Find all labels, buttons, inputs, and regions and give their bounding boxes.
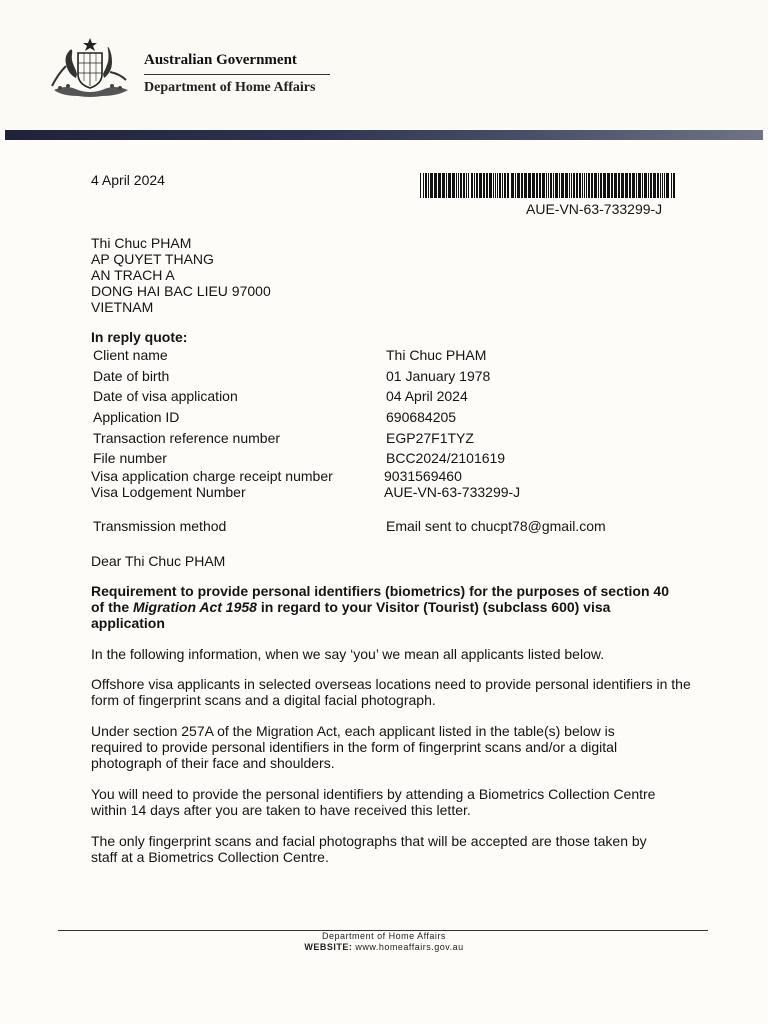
reply-quote-heading: In reply quote: — [91, 329, 188, 345]
footer-website — [0, 942, 768, 952]
paragraph: Offshore visa applicants in selected overseas locations need to provide personal identifiers in the form of fingerprint scans and a digital facial photograph. — [91, 676, 691, 708]
barcode-stripe — [582, 173, 583, 198]
barcode-stripe — [644, 173, 647, 198]
barcode-stripe — [466, 173, 467, 198]
barcode-stripe — [598, 173, 599, 198]
barcode-stripe — [588, 173, 590, 198]
act-name: Migration Act 1958 — [133, 599, 257, 615]
barcode-stripe — [664, 173, 665, 198]
address-country: VIETNAM — [91, 299, 154, 315]
letterhead — [0, 0, 768, 130]
paragraph: The only fingerprint scans and facial photographs that will be accepted are those taken by staff at a Biometrics Collection Centre. — [91, 833, 647, 865]
barcode-stripe — [460, 173, 462, 198]
barcode-stripe — [528, 173, 531, 198]
barcode-stripe — [660, 173, 661, 198]
recipient-address — [91, 235, 271, 315]
barcode-stripe — [550, 173, 552, 198]
barcode-stripe — [607, 173, 610, 198]
reference-number: AUE-VN-63-733299-J — [526, 201, 663, 217]
barcode-stripe — [671, 173, 672, 198]
barcode-stripe — [594, 173, 597, 198]
barcode-stripe — [502, 173, 503, 198]
subject-text: Requirement to provide personal identifiers (biometrics) for the purposes of section 40 of the — [91, 583, 669, 615]
barcode-stripe — [542, 173, 545, 198]
barcode-stripe — [559, 173, 560, 198]
barcode-stripe — [463, 173, 465, 198]
barcode-stripe — [571, 173, 572, 198]
address-line-1: AP QUYET THANG — [91, 251, 214, 267]
barcode-stripe — [584, 173, 585, 198]
barcode-stripe — [586, 173, 587, 198]
barcode-stripe — [625, 173, 628, 198]
barcode-stripe — [673, 173, 675, 198]
barcode-stripe — [614, 173, 617, 198]
australian-coat-of-arms-icon — [46, 36, 134, 100]
barcode-stripe — [653, 173, 656, 198]
barcode-stripe — [546, 173, 547, 198]
detail-value: Thi Chuc PHAM — [386, 347, 487, 363]
barcode-stripe — [573, 173, 575, 198]
barcode-stripe — [632, 173, 635, 198]
barcode-stripe — [553, 173, 554, 198]
barcode-stripe — [650, 173, 652, 198]
barcode-stripe — [536, 173, 538, 198]
letter-date: 4 April 2024 — [91, 172, 165, 188]
barcode-stripe — [515, 173, 516, 198]
barcode-stripe — [479, 173, 482, 198]
address-line-3: DONG HAI BAC LIEU 97000 — [91, 283, 271, 299]
detail-value: AUE-VN-63-733299-J — [384, 484, 521, 500]
detail-label: Application ID — [93, 409, 180, 425]
detail-value: 04 April 2024 — [386, 388, 468, 404]
detail-value: 9031569460 — [384, 468, 462, 484]
barcode-stripe — [565, 173, 568, 198]
paragraph: Under section 257A of the Migration Act, each applicant listed in the table(s) below is required to provide personal identifiers in the form of fingerprint scans and/or a digital photograph of their face and shoulders. — [91, 723, 618, 771]
detail-value: BCC2024/2101619 — [386, 450, 506, 466]
barcode-stripe — [521, 173, 523, 198]
barcode-stripe — [507, 173, 509, 198]
barcode-stripe — [430, 173, 433, 198]
barcode-stripe — [569, 173, 570, 198]
barcode-stripe — [666, 173, 669, 198]
detail-label: Date of visa application — [93, 388, 238, 404]
barcode-stripe — [629, 173, 631, 198]
detail-label: Transmission method — [93, 518, 227, 534]
barcode-stripe — [511, 173, 514, 198]
barcode-stripe — [468, 173, 469, 198]
barcode-stripe — [495, 173, 496, 198]
barcode-stripe — [603, 173, 606, 198]
barcode-stripe — [600, 173, 602, 198]
barcode-stripe — [499, 173, 501, 198]
barcode-stripe — [517, 173, 520, 198]
detail-value: 01 January 1978 — [386, 368, 491, 384]
barcode-stripe — [539, 173, 541, 198]
barcode-stripe — [497, 173, 498, 198]
barcode-stripe — [471, 173, 473, 198]
barcode-stripe — [579, 173, 581, 198]
barcode-stripe — [438, 173, 441, 198]
detail-value: Email sent to chucpt78@gmail.com — [386, 518, 606, 534]
barcode-stripe — [448, 173, 451, 198]
barcode-stripe — [548, 173, 549, 198]
barcode-stripe — [474, 173, 475, 198]
department-name: Department of Home Affairs — [144, 80, 316, 95]
barcode-stripe — [662, 173, 663, 198]
barcode-stripe — [434, 173, 437, 198]
barcode-stripe — [486, 173, 488, 198]
barcode-stripe — [456, 173, 457, 198]
salutation: Dear Thi Chuc PHAM — [91, 553, 226, 569]
barcode-stripe — [458, 173, 459, 198]
barcode-stripe — [648, 173, 649, 198]
letterhead-divider — [144, 74, 330, 75]
detail-value: 690684205 — [386, 409, 457, 425]
barcode-stripe — [483, 173, 485, 198]
barcode-stripe — [524, 173, 527, 198]
barcode-stripe — [638, 173, 641, 198]
subject-text: in regard to your Visitor (Tourist) (subclass 600) visa application — [91, 599, 611, 631]
barcode-stripe — [576, 173, 578, 198]
footer-department: Department of Home Affairs — [322, 931, 446, 941]
barcode-stripe — [428, 173, 429, 198]
barcode-stripe — [504, 173, 506, 198]
header-band — [5, 130, 763, 140]
barcode-stripe — [452, 173, 455, 198]
barcode-stripe — [555, 173, 558, 198]
detail-label: Visa Lodgement Number — [91, 484, 246, 500]
barcode-stripe — [425, 173, 427, 198]
detail-value: EGP27F1TYZ — [386, 430, 474, 446]
detail-label: Transaction reference number — [93, 430, 281, 446]
barcode-stripe — [591, 173, 593, 198]
detail-label: File number — [93, 450, 167, 466]
barcode-stripe — [532, 173, 535, 198]
barcode-stripe — [446, 173, 447, 198]
barcode-stripe — [621, 173, 624, 198]
barcode-stripe — [561, 173, 564, 198]
barcode-stripe — [611, 173, 613, 198]
barcode-stripe — [423, 173, 424, 198]
detail-label: Date of birth — [93, 368, 170, 384]
letter-subject — [91, 583, 681, 631]
website-link[interactable]: www.homeaffairs.gov.au — [355, 942, 464, 952]
paragraph: In the following information, when we say ‘you’ we mean all applicants listed below. — [91, 646, 605, 662]
barcode-stripe — [420, 173, 421, 198]
barcode-stripe — [657, 173, 659, 198]
recipient-name: Thi Chuc PHAM — [91, 235, 192, 251]
address-line-2: AN TRACH A — [91, 267, 175, 283]
barcode-stripe — [442, 173, 445, 198]
barcode-stripe — [642, 173, 643, 198]
barcode — [420, 173, 676, 198]
website-label: WEBSITE: — [304, 942, 353, 952]
government-name: Australian Government — [144, 52, 297, 68]
detail-label: Visa application charge receipt number — [91, 468, 333, 484]
barcode-stripe — [476, 173, 478, 198]
barcode-stripe — [618, 173, 620, 198]
barcode-stripe — [636, 173, 637, 198]
paragraph: You will need to provide the personal identifiers by attending a Biometrics Collection Centre within 14 days after you are taken to have received this letter. — [91, 786, 656, 818]
barcode-stripe — [493, 173, 494, 198]
detail-label: Client name — [93, 347, 168, 363]
barcode-stripe — [489, 173, 492, 198]
